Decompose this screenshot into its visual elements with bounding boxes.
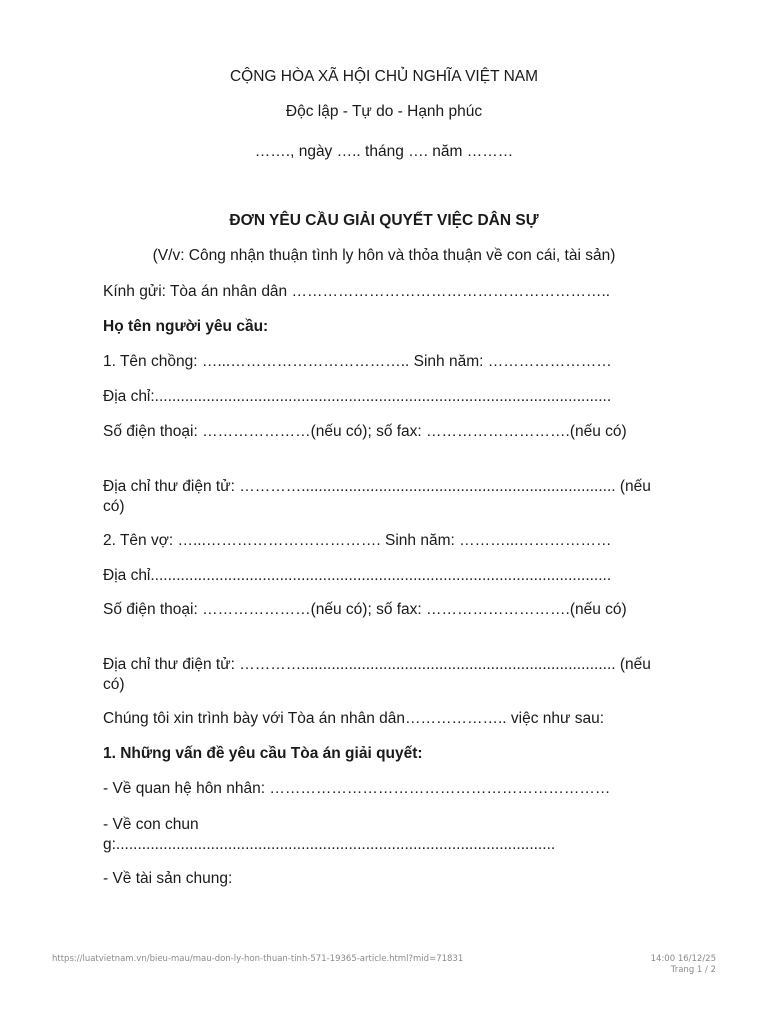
national-title: CỘNG HÒA XÃ HỘI CHỦ NGHĨA VIỆT NAM	[229, 68, 539, 85]
husband-phone-line: Số điện thoại: …………………(nếu có); số fax: ……………………….(nếu có)	[103, 423, 627, 440]
footer-url: https://luatvietnam.vn/bieu-mau/mau-don-ly-hon-thuan-tinh-571-19365-article.html?mid=71831	[52, 954, 464, 964]
husband-name-line: 1. Tên chồng: …...…………………………….. Sinh năm: ……………………	[103, 353, 612, 370]
assets-item: - Về tài sản chung:	[103, 870, 233, 887]
date-line: ……., ngày ….. tháng …. năm ………	[254, 143, 514, 160]
wife-name-line: 2. Tên vợ: …...……………………………. Sinh năm: ………...………………	[103, 532, 612, 549]
presentation-line: Chúng tôi xin trình bày với Tòa án nhân dân……………….. việc như sau:	[103, 710, 605, 727]
wife-phone-line: Số điện thoại: …………………(nếu có); số fax: ……………………….(nếu có)	[103, 601, 627, 618]
recipient-line: Kính gửi: Tòa án nhân dân ……………………………………………………..	[103, 283, 611, 300]
husband-address-line: Địa chỉ:..........................................................................................................	[103, 388, 612, 405]
document-title: ĐƠN YÊU CẦU GIẢI QUYẾT VIỆC DÂN SỰ	[229, 212, 539, 229]
footer-page-number: Trang 1 / 2	[670, 965, 716, 975]
wife-email-line: Địa chỉ thư điện tử: …………......................................................................... (nếu có)	[103, 656, 651, 693]
section1-heading: 1. Những vấn đề yêu cầu Tòa án giải quyết:	[103, 745, 423, 762]
footer-timestamp: 14:00 16/12/25	[650, 954, 716, 964]
husband-email-line: Địa chỉ thư điện tử: …………......................................................................... (nếu có)	[103, 478, 651, 515]
marriage-item: - Về quan hệ hôn nhân: …………………………………………………………	[103, 780, 611, 797]
requester-heading: Họ tên người yêu cầu:	[103, 318, 269, 335]
document-subtitle: (V/v: Công nhận thuận tình ly hôn và thỏa thuận về con cái, tài sản)	[152, 247, 616, 264]
children-item: - Về con chung:......................................................................................................	[103, 816, 556, 853]
wife-address-line: Địa chỉ...........................................................................................................	[103, 567, 612, 584]
national-motto: Độc lập - Tự do - Hạnh phúc	[285, 103, 483, 120]
